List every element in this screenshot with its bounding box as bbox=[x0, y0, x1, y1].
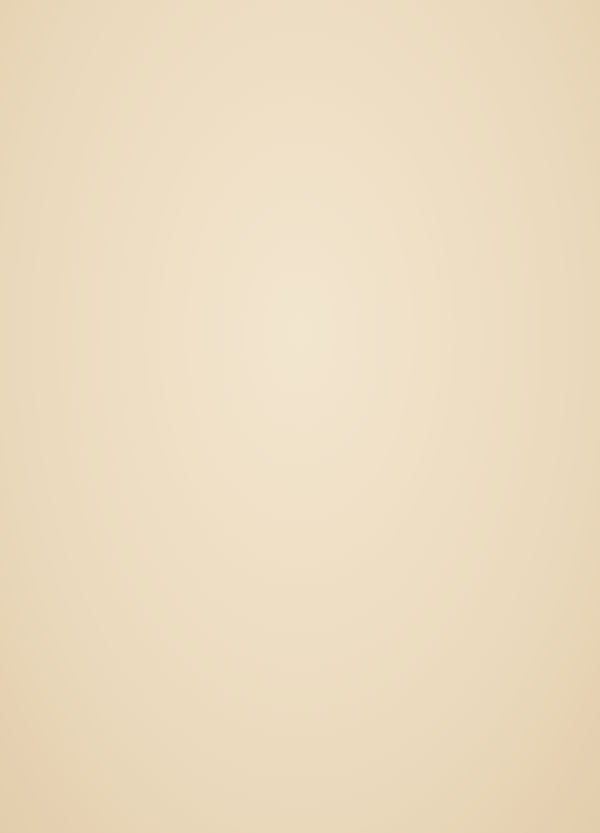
table-of-contents bbox=[118, 80, 520, 93]
